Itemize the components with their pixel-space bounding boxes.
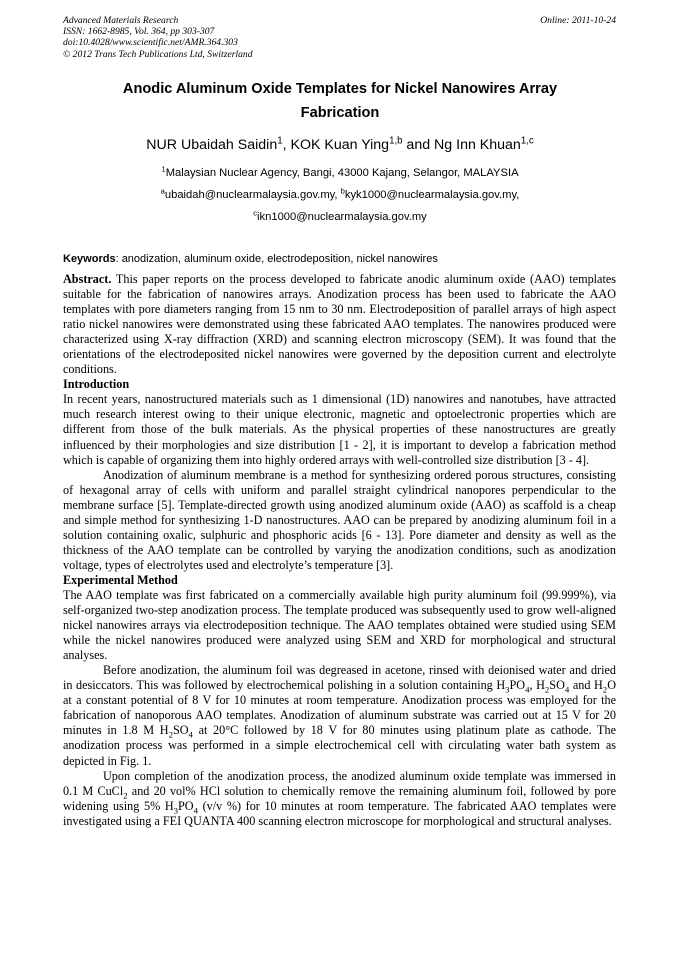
subscript: 3 [505, 684, 510, 695]
experimental-paragraph-2 [63, 663, 616, 768]
subscript: 4 [564, 684, 570, 695]
subscript: 2 [602, 684, 608, 695]
title-line-2: Fabrication [300, 104, 380, 121]
text-run: and H [569, 678, 603, 693]
online-date: Online: 2011-10-24 [540, 15, 616, 26]
affiliation-line [60, 162, 620, 184]
affiliation-block [60, 162, 620, 228]
keywords-label: Keywords [63, 253, 116, 265]
text-run: Upon completion of the anodization process, the anodized aluminum oxide template was immersed in 0.1 M CuCl [63, 768, 616, 798]
text-run: SO [172, 723, 189, 738]
author-separator: , [282, 137, 291, 153]
subscript: 3 [173, 805, 179, 816]
copyright-line: © 2012 Trans Tech Publications Ltd, Switzerland [63, 48, 253, 60]
journal-name: Advanced Materials Research [63, 15, 179, 26]
author-3-affil: 1,c [520, 135, 534, 147]
abstract-paragraph [63, 272, 616, 377]
affiliation-marker: 1 [161, 164, 166, 174]
email-a-marker: a [160, 186, 165, 196]
subscript: 4 [193, 805, 198, 816]
text-run: O at a constant potential of 8 V for 10 minutes at room temperature. Anodization process was employed for the fabrication of nanoporous AAO templates. Anodization of aluminum substrate was carried out at 15 V for 20 minutes in 1.8 M H [63, 678, 616, 738]
author-list [60, 135, 620, 155]
email-c[interactable]: ikn1000@nuclearmalaysia.gov.my [257, 211, 427, 223]
issn-line: ISSN: 1662-8985, Vol. 364, pp 303-307 [63, 26, 215, 38]
intro-paragraph-2: Anodization of aluminum membrane is a method for synthesizing ordered porous structures, consisting of hexagonal array of cells with uniform and parallel straight cylindrical nanopores perpendicular to the membrane surface [5]. Template-directed growth using anodized aluminum oxide (AAO) as scaffold is a cheap and simple method for synthesizing 1-D nanostructures. AAO can be prepared by anodizing aluminum foil in a solution containing oxalic, sulphuric and phosphoric acids [6 - 13]. Pore diameter and density as well as the thickness of the AAO template can be controlled by varying the anodization conditions, such as anodization voltage, types of electrolytes used and electrolyte’s temperature [3]. [63, 467, 616, 572]
text-run: Before anodization, the aluminum foil was degreased in acetone, rinsed with deionised water and dried in desiccators. This was followed by electrochemical polishing in a solution containing H [63, 663, 616, 693]
email-line-2 [60, 206, 620, 228]
text-run: (v/v %) for 10 minutes at room temperature. The fabricated AAO templates were investigated using a FEI QUANTA 400 scanning electron microscope for morphological and structural analyses. [63, 798, 616, 828]
doi-line: doi:10.4028/www.scientific.net/AMR.364.303 [63, 37, 238, 49]
author-separator: and [402, 137, 435, 153]
experimental-paragraph-1: The AAO template was first fabricated on a commercially available high purity aluminum foil (99.999%), via self-organized two-step anodization process. The template produced was subsequently used to grow well-aligned nickel nanowires arrays via electrodeposition technique. The AAO templates obtained were studied using SEM while the nickel nanowires produced were analyzed using SEM and XRD for morphological and structural analyses. [63, 587, 616, 663]
subscript: 4 [525, 684, 530, 695]
email-b[interactable]: kyk1000@nuclearmalaysia.gov.my, [344, 189, 520, 201]
introduction-heading: Introduction [63, 377, 130, 392]
intro-paragraph-1: In recent years, nanostructured materials such as 1 dimensional (1D) nanowires and nanotubes, have attracted much research interest owing to their unique electronic, magnetic and optoelectronic properties which are different from those of the bulk materials. As the physical properties of these nanostructures are greatly influenced by their morphologies and size distribution [1 - 2], it is important to develop a fabrication method which is capable of organizing them into highly ordered arrays with well-controlled size distribution [3 - 4]. [63, 392, 616, 467]
text-run: , H [529, 678, 545, 693]
author-2-affil: 1,b [389, 135, 403, 147]
text-run: PO [509, 678, 526, 693]
abstract-text: This paper reports on the process developed to fabricate anodic aluminum oxide (AAO) templates suitable for the fabrication of nanowires arrays. Anodization process has been used to fabricate the AAO templates with pore diameters ranging from 15 nm to 30 nm. Electrodeposition of parallel arrays of high aspect ratio nickel nanowires were demonstrated using these fabricated AAO templates. The nanowires produced were characterized using X-ray diffraction (XRD) and scanning electron microscopy (SEM). It was found that the orientations of the electrodeposited nickel nanowires were governed by the deposition current and electrolyte conditions. [63, 272, 616, 377]
subscript: 2 [123, 790, 128, 801]
subscript: 2 [168, 729, 173, 740]
keywords-line [63, 252, 623, 266]
text-run: PO [178, 798, 194, 813]
email-c-marker: c [253, 208, 258, 218]
text-run: SO [549, 678, 565, 693]
abstract-label: Abstract. [63, 272, 112, 286]
experimental-heading: Experimental Method [63, 572, 178, 587]
paper-title [70, 78, 610, 125]
affiliation-text: Malaysian Nuclear Agency, Bangi, 43000 Kajang, Selangor, MALAYSIA [165, 167, 519, 179]
keywords-text: : anodization, aluminum oxide, electrodeposition, nickel nanowires [115, 253, 438, 265]
author-1: NUR Ubaidah Saidin [146, 137, 278, 153]
email-b-marker: b [340, 186, 345, 196]
author-2: KOK Kuan Ying [290, 137, 390, 153]
email-line [60, 184, 620, 206]
email-a[interactable]: ubaidah@nuclearmalaysia.gov.my, [164, 189, 341, 201]
paper-body [63, 272, 616, 829]
author-1-affil: 1 [277, 135, 283, 147]
author-3: Ng Inn Khuan [434, 137, 521, 153]
experimental-paragraph-3 [63, 769, 616, 829]
title-line-1: Anodic Aluminum Oxide Templates for Nickel Nanowires Array [122, 81, 558, 97]
text-run: at 20°C followed by 18 V for 80 minutes using platinum plate as cathode. The anodization process was performed in a simple electrochemical cell with circulating water bath system as depicted in Fig. 1. [63, 723, 616, 768]
text-run: and 20 vol% HCl solution to chemically remove the remaining aluminum foil, followed by pore widening using 5% H [63, 783, 616, 813]
subscript: 4 [188, 729, 193, 740]
journal-header [63, 15, 616, 60]
subscript: 2 [544, 684, 550, 695]
